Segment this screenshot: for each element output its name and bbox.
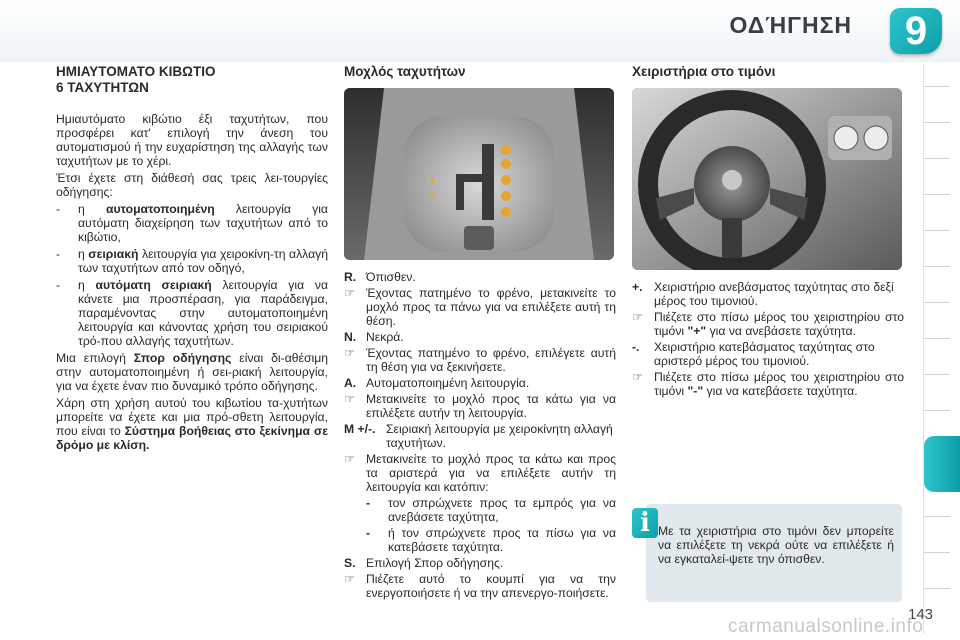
- watermark: carmanualsonline.info: [728, 616, 924, 637]
- position-n-hint: ☞ Έχοντας πατημένο το φρένο, επιλέγετε αυτή τη θέση για να ξεκινήσετε.: [344, 346, 616, 374]
- column-gearbox-intro: [56, 64, 328, 455]
- position-s: S. Επιλογή Σπορ οδήγησης.: [344, 556, 504, 570]
- side-tab[interactable]: [924, 86, 950, 87]
- section-title-steering-controls: Χειριστήρια στο τιμόνι: [632, 64, 776, 79]
- section-title-gear-lever: Μοχλός ταχυτήτων: [344, 64, 466, 79]
- position-r-hint: ☞ Έχοντας πατημένο το φρένο, μετακινείτε το μοχλό προς τα πάνω για να επιλέξετε αυτή τη θέση.: [344, 286, 616, 328]
- position-r: R. Όπισθεν.: [344, 270, 416, 284]
- side-chapter-tabs: [920, 64, 960, 634]
- chapter-number-badge: 9: [890, 8, 942, 54]
- dash-marker: -: [366, 496, 371, 510]
- mode-bullet-sequential: - η σειριακή λειτουργία για χειροκίνη-τη αλλαγή των ταχυτήτων από τον οδηγό,: [56, 247, 328, 275]
- info-box: [646, 504, 902, 602]
- side-divider: [923, 64, 924, 634]
- side-tab[interactable]: [924, 410, 950, 411]
- position-s-hint: ☞ Πιέζετε αυτό το κουμπί για να την ενεργοποιήσετε ή να την απενεργο-ποιήσετε.: [344, 572, 616, 600]
- dash-marker: -: [56, 247, 61, 261]
- steering-wheel-illustration: [632, 88, 902, 270]
- modes-intro: Έτσι έχετε στη διάθεσή σας τρεις λει-τουργίες οδήγησης:: [56, 171, 328, 199]
- hand-pointer-icon: ☞: [344, 286, 355, 300]
- intro-paragraph: Ημιαυτόματο κιβώτιο έξι ταχυτήτων, που προσφέρει κατ' επιλογή την άνεση του αυτοματισμού ή την ευχαρίστηση της αλλαγής των ταχυτήτων με το χέρι.: [56, 112, 328, 168]
- side-tab[interactable]: [924, 194, 950, 195]
- side-tab[interactable]: [924, 516, 950, 517]
- dash-marker: -: [56, 278, 61, 292]
- gate-minus-label: −: [428, 187, 436, 202]
- page-number: 143: [908, 606, 934, 623]
- mode-bullet-auto-sequential: - η αυτόματη σειριακή λειτουργία για να κάνετε μια προσπέραση, για παράδειγμα, παραμένοντας στην αυτοματοποιημένη λειτουργία και κάνοντας χρήση του σειριακού τρό-που αλλαγής ταχυτήτων.: [56, 278, 328, 348]
- hand-pointer-icon: ☞: [344, 572, 355, 586]
- position-m: M +/-. Σειριακή λειτουργία με χειροκίνητη αλλαγή ταχυτήτων.: [344, 422, 613, 450]
- hill-assist-paragraph: Χάρη στη χρήση αυτού του κιβωτίου τα-χυτήτων μπορείτε να έχετε και μια πρό-σθετη λειτουργία, που είναι το Σύστημα βοήθειας στο ξεκίνημα σε δρόμο με κλίση.: [56, 396, 328, 452]
- section-title-gearbox: [56, 64, 328, 96]
- side-tab[interactable]: [924, 158, 950, 159]
- title-line-1: ΗΜΙΑΥΤΟΜΑΤΟ ΚΙΒΩΤΙΟ: [56, 64, 216, 79]
- info-icon: i: [632, 508, 658, 538]
- hand-pointer-icon: ☞: [344, 392, 355, 406]
- hand-pointer-icon: ☞: [344, 452, 355, 466]
- steering-wheel-photo: [632, 88, 902, 270]
- position-a: A. Αυτοματοποιημένη λειτουργία.: [344, 376, 530, 390]
- column-steering-controls: [632, 64, 904, 400]
- dash-marker: -: [56, 202, 61, 216]
- title-line-2: 6 ΤΑΧΥΤΗΤΩΝ: [56, 80, 149, 95]
- gear-lever-illustration: [344, 88, 614, 260]
- position-n: N. Νεκρά.: [344, 330, 404, 344]
- gear-lever-photo: [344, 88, 614, 260]
- side-tab[interactable]: [924, 122, 950, 123]
- dash-marker: -: [366, 526, 371, 540]
- sport-paragraph: Μια επιλογή Σπορ οδήγησης είναι δι-αθέσιμη στην αυτοματοποιημένη ή σει-ριακή λειτουργία, για να έχετε έναν πιο δυναμικό τρόπο οδήγησης.: [56, 351, 328, 393]
- side-tab[interactable]: [924, 230, 950, 231]
- position-a-hint: ☞ Μετακινείτε το μοχλό προς τα κάτω για να επιλέξετε αυτήν τη λειτουργία.: [344, 392, 616, 420]
- hand-pointer-icon: ☞: [344, 346, 355, 360]
- hand-pointer-icon: ☞: [632, 310, 643, 324]
- position-m-hint: ☞ Μετακινείτε το μοχλό προς τα κάτω και προς τα αριστερά για να επιλέξετε αυτήν τη λειτουργία και κατόπιν:: [344, 452, 616, 494]
- position-m-sub-2: - ή τον σπρώχνετε προς τα πίσω για να κατεβάσετε ταχύτητα.: [366, 526, 616, 554]
- paddle-plus: +. Χειριστήριο ανεβάσματος ταχύτητας στο δεξί μέρος του τιμονιού.: [632, 280, 894, 308]
- gate-plus-label: +: [428, 173, 436, 188]
- side-tab-active[interactable]: [924, 436, 960, 492]
- info-box-text: Με τα χειριστήρια στο τιμόνι δεν μπορείτε να επιλέξετε τη νεκρά ούτε να επιλέξετε ή να εγκαταλεί-ψετε την όπισθεν.: [658, 524, 894, 566]
- mode-bullet-automatic: - η αυτοματοποιημένη λειτουργία για αυτόματη διαχείρηση των ταχυτήτων από το κιβώτιο,: [56, 202, 328, 244]
- paddle-minus-hint: ☞ Πιέζετε στο πίσω μέρος του χειριστηρίου στο τιμόνι "-" για να κατεβάσετε ταχύτητα.: [632, 370, 904, 398]
- side-tab[interactable]: [924, 588, 950, 589]
- column-gear-lever: [344, 64, 616, 602]
- position-m-sub-1: - τον σπρώχνετε προς τα εμπρός για να ανεβάσετε ταχύτητα,: [366, 496, 616, 524]
- side-tab[interactable]: [924, 552, 950, 553]
- paddle-plus-hint: ☞ Πιέζετε στο πίσω μέρος του χειριστηρίου στο τιμόνι "+" για να ανεβάσετε ταχύτητα.: [632, 310, 904, 338]
- chapter-title: ΟΔΉΓΗΣΗ: [729, 12, 852, 38]
- side-tab[interactable]: [924, 266, 950, 267]
- side-tab[interactable]: [924, 338, 950, 339]
- paddle-minus: -. Χειριστήριο κατεβάσματος ταχύτητας στο αριστερό μέρος του τιμονιού.: [632, 340, 875, 368]
- side-tab[interactable]: [924, 374, 950, 375]
- hand-pointer-icon: ☞: [632, 370, 643, 384]
- side-tab[interactable]: [924, 302, 950, 303]
